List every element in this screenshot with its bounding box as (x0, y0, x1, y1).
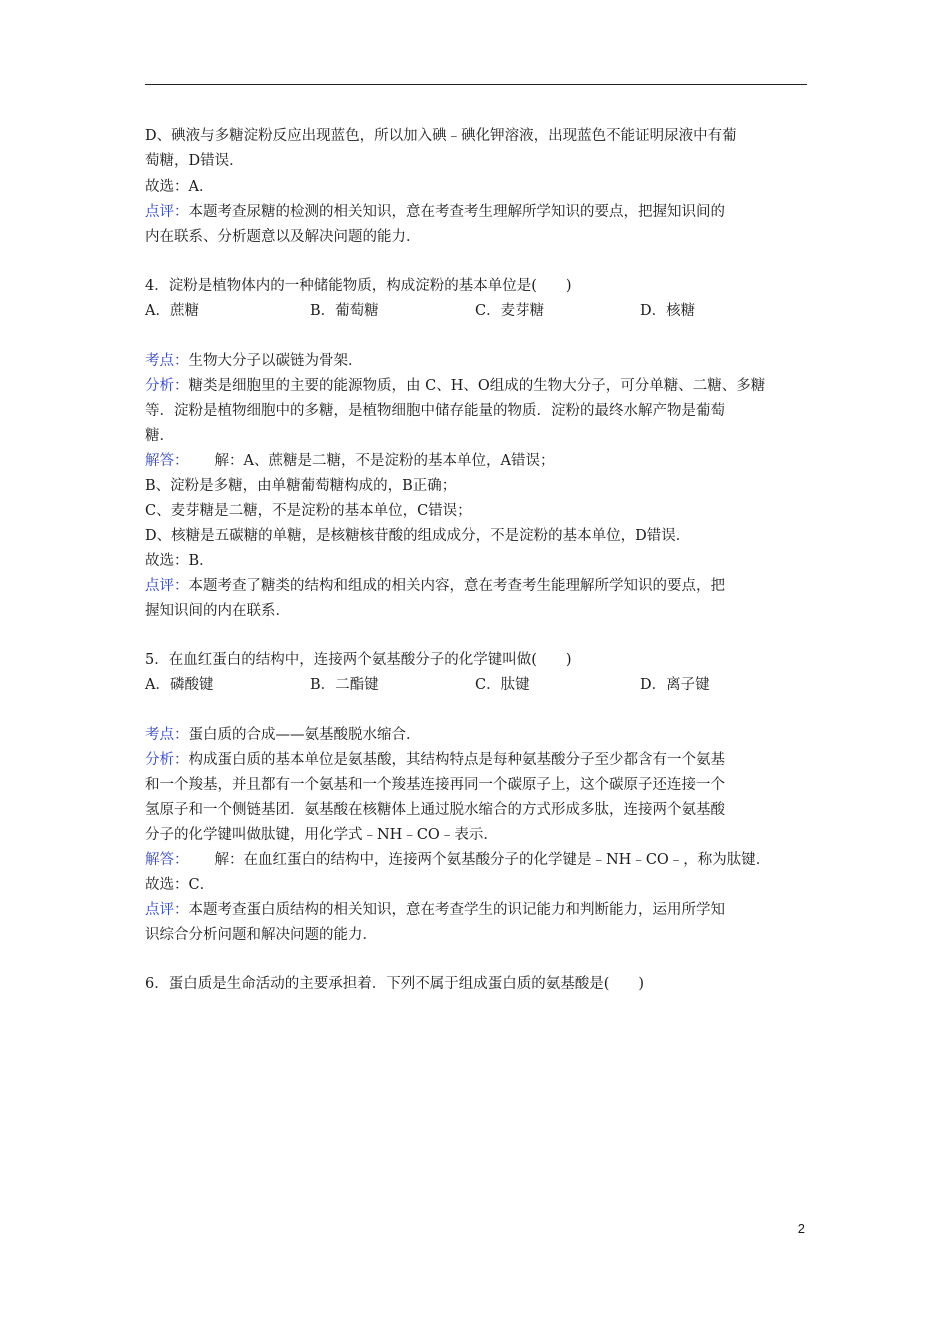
comment-label: 点评： (145, 204, 189, 220)
fenxi-line-cont: 等．淀粉是植物细胞中的多糖，是植物细胞中储存能量的物质．淀粉的最终水解产物是葡萄 (145, 403, 725, 419)
jieda-line-c: C、麦芽糖是二糖，不是淀粉的基本单位，C错误； (145, 503, 472, 519)
option-c: C．肽键 (475, 677, 530, 693)
fenxi-line-cont: 和一个羧基，并且都有一个氨基和一个羧基连接再同一个碳原子上，这个碳原子还连接一个 (145, 777, 725, 793)
fenxi-line-cont: 分子的化学键叫做肽键，用化学式﹣NH﹣CO﹣表示． (145, 827, 498, 843)
kaodian-line (145, 725, 421, 745)
kaodian-label: 考点： (145, 727, 189, 743)
comment-text: 本题考查蛋白质结构的相关知识，意在考查学生的识记能力和判断能力，运用所学知 (188, 902, 725, 918)
jieda-label: 解答： (145, 852, 189, 868)
comment-line (145, 576, 725, 596)
question-stem: 4．淀粉是植物体内的一种储能物质，构成淀粉的基本单位是( ) (145, 278, 572, 294)
comment-line (145, 900, 725, 920)
jieda-line-d: D、核糖是五碳糖的单糖，是核糖核苷酸的组成成分，不是淀粉的基本单位，D错误． (145, 528, 691, 544)
fenxi-text: 糖类是细胞里的主要的能源物质，由 C、H、O组成的生物大分子，可分单糖、二糖、多糖 (188, 378, 766, 394)
option-a: A．蔗糖 (145, 303, 199, 319)
answer-d-line-cont: 萄糖，D错误． (145, 153, 244, 169)
comment-line-cont: 识综合分析问题和解决问题的能力． (145, 927, 377, 943)
option-d: D．离子键 (640, 677, 710, 693)
fenxi-line-cont: 糖． (145, 428, 174, 444)
option-c: C．麦芽糖 (475, 303, 545, 319)
jieda-text: 解：A、蔗糖是二糖，不是淀粉的基本单位，A错误； (214, 453, 555, 469)
fenxi-line (145, 376, 765, 396)
fenxi-line-cont: 氢原子和一个侧链基团．氨基酸在核糖体上通过脱水缩合的方式形成多肽，连接两个氨基酸 (145, 802, 725, 818)
page-number: 2 (797, 1221, 805, 1236)
comment-line (145, 202, 725, 222)
answer-d-line: D、碘液与多糖淀粉反应出现蓝色，所以加入碘﹣碘化钾溶液，出现蓝色不能证明尿液中有葡 (145, 128, 737, 144)
option-a: A．磷酸键 (145, 677, 214, 693)
comment-label: 点评： (145, 902, 189, 918)
question-stem: 6．蛋白质是生命活动的主要承担着．下列不属于组成蛋白质的氨基酸是( ) (145, 976, 645, 992)
choice-result: 故选：A． (145, 179, 214, 195)
jieda-line (145, 451, 554, 471)
header-rule (145, 84, 807, 85)
option-d: D．核糖 (640, 303, 696, 319)
comment-text: 本题考查了糖类的结构和组成的相关内容，意在考查考生能理解所学知识的要点，把 (188, 578, 725, 594)
comment-text: 本题考查尿糖的检测的相关知识，意在考查考生理解所学知识的要点，把握知识间的 (188, 204, 725, 220)
comment-label: 点评： (145, 578, 189, 594)
fenxi-text: 构成蛋白质的基本单位是氨基酸，其结构特点是每种氨基酸分子至少都含有一个氨基 (188, 752, 725, 768)
choice-result: 故选：C． (145, 877, 215, 893)
fenxi-line (145, 750, 725, 770)
jieda-line (145, 850, 770, 870)
question-stem: 5．在血红蛋白的结构中，连接两个氨基酸分子的化学键叫做( ) (145, 652, 572, 668)
comment-line-cont: 内在联系、分析题意以及解决问题的能力． (145, 229, 421, 245)
kaodian-text: 蛋白质的合成——氨基酸脱水缩合． (188, 727, 421, 743)
choice-result: 故选：B． (145, 553, 214, 569)
kaodian-text: 生物大分子以碳链为骨架． (188, 353, 363, 369)
comment-line-cont: 握知识间的内在联系． (145, 603, 290, 619)
fenxi-label: 分析： (145, 378, 189, 394)
jieda-text: 解：在血红蛋白的结构中，连接两个氨基酸分子的化学键是﹣NH﹣CO﹣，称为肽键． (214, 852, 771, 868)
fenxi-label: 分析： (145, 752, 189, 768)
jieda-line-b: B、淀粉是多糖，由单糖葡萄糖构成的，B正确； (145, 478, 457, 494)
option-b: B．二酯键 (310, 677, 379, 693)
kaodian-line (145, 351, 363, 371)
option-b: B．葡萄糖 (310, 303, 379, 319)
kaodian-label: 考点： (145, 353, 189, 369)
jieda-label: 解答： (145, 453, 189, 469)
